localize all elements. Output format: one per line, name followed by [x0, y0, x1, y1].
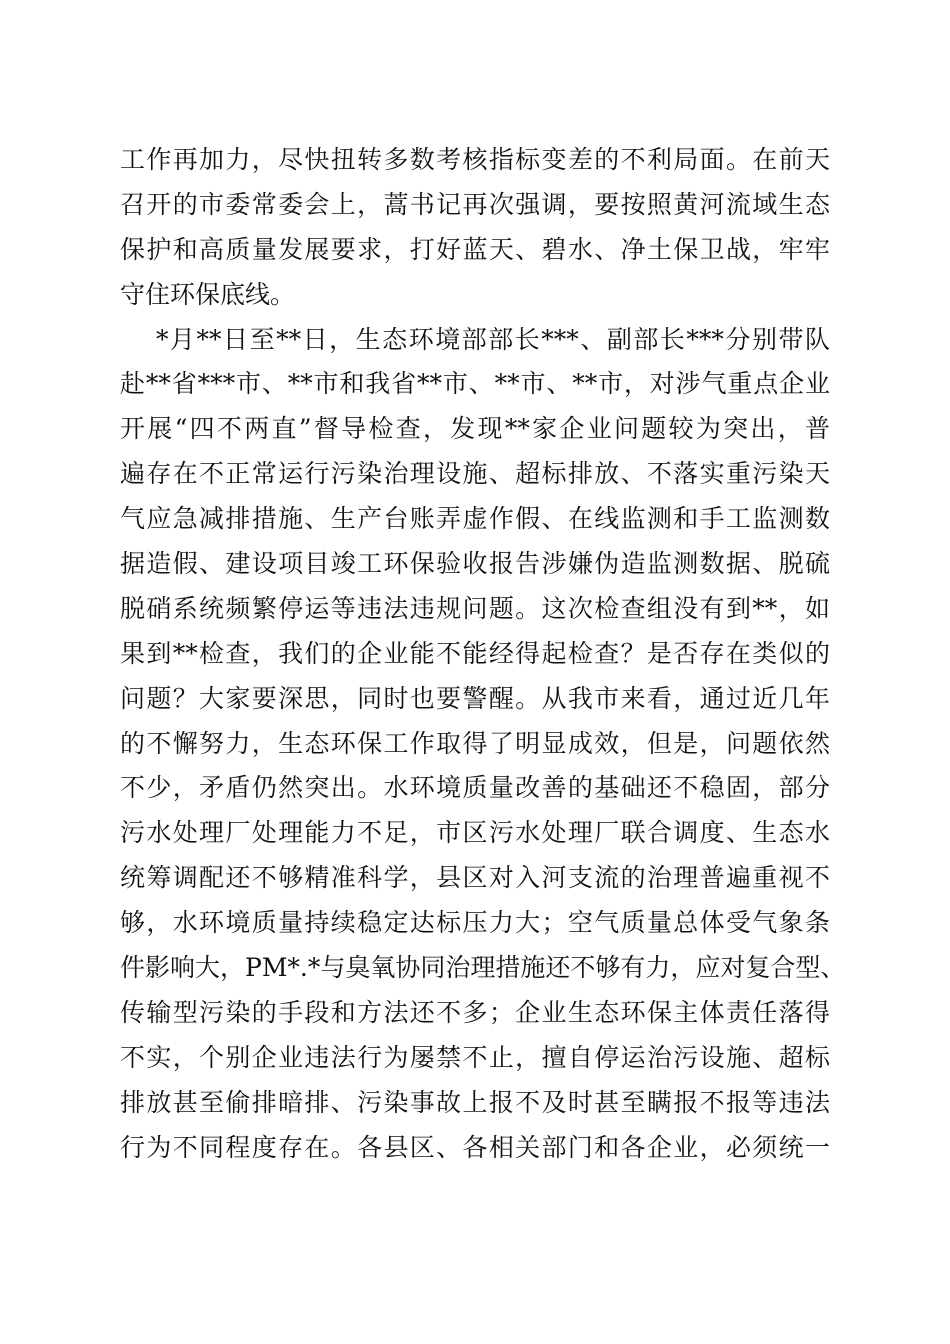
paragraph-2-line-19: 行为不同程度存在。各县区、各相关部门和各企业，必须统一 — [120, 1132, 830, 1162]
paragraph-2-line-11: 不少，矛盾仍然突出。水环境质量改善的基础还不稳固，部分 — [120, 773, 830, 803]
document-body — [120, 138, 846, 1170]
paragraph-2-line-12: 污水处理厂处理能力不足，市区污水处理厂联合调度、生态水 — [120, 818, 830, 848]
paragraph-2-line-14: 够，水环境质量持续稳定达标压力大；空气质量总体受气象条 — [120, 908, 830, 938]
paragraph-1-line-1: 工作再加力，尽快扭转多数考核指标变差的不利局面。在前天 — [120, 145, 830, 174]
paragraph-2-line-10: 的不懈努力，生态环保工作取得了明显成效，但是，问题依然 — [120, 728, 830, 758]
paragraph-2-line-8: 果到**检查，我们的企业能不能经得起检查？是否存在类似的 — [120, 638, 830, 668]
paragraph-2-line-1: *月**日至**日，生态环境部部长***、副部长***分别带队 — [156, 324, 830, 354]
paragraph-2-line-3: 开展“四不两直”督导检查，发现**家企业问题较为突出，普 — [120, 414, 830, 444]
paragraph-2-line-9: 问题？大家要深思，同时也要警醒。从我市来看，通过近几年 — [120, 683, 830, 713]
paragraph-1-line-2: 召开的市委常委会上，蒿书记再次强调，要按照黄河流域生态 — [120, 189, 830, 219]
paragraph-2-line-5: 气应急减排措施、生产台账弄虚作假、在线监测和手工监测数 — [120, 504, 830, 534]
paragraph-2-line-15: 件影响大，PM*.*与臭氧协同治理措施还不够有力，应对复合型、 — [120, 953, 846, 983]
paragraph-1-line-3: 保护和高质量发展要求，打好蓝天、碧水、净土保卫战，牢牢 — [120, 234, 830, 264]
paragraph-2-line-6: 据造假、建设项目竣工环保验收报告涉嫌伪造监测数据、脱硫 — [120, 549, 830, 579]
paragraph-2-line-16: 传输型污染的手段和方法还不多；企业生态环保主体责任落得 — [120, 997, 830, 1027]
paragraph-2-line-2: 赴**省***市、**市和我省**市、**市、**市，对涉气重点企业 — [120, 369, 830, 399]
paragraph-2-line-13: 统筹调配还不够精准科学，县区对入河支流的治理普遍重视不 — [120, 863, 830, 893]
paragraph-2-line-7: 脱硝系统频繁停运等违法违规问题。这次检查组没有到**，如 — [120, 593, 830, 623]
paragraph-2-line-18: 排放甚至偷排暗排、污染事故上报不及时甚至瞒报不报等违法 — [120, 1087, 830, 1117]
paragraph-1-line-4: 守住环保底线。 — [120, 279, 296, 309]
paragraph-2-line-17: 不实，个别企业违法行为屡禁不止，擅自停运治污设施、超标 — [120, 1042, 830, 1072]
paragraph-2-line-4: 遍存在不正常运行污染治理设施、超标排放、不落实重污染天 — [120, 459, 830, 489]
